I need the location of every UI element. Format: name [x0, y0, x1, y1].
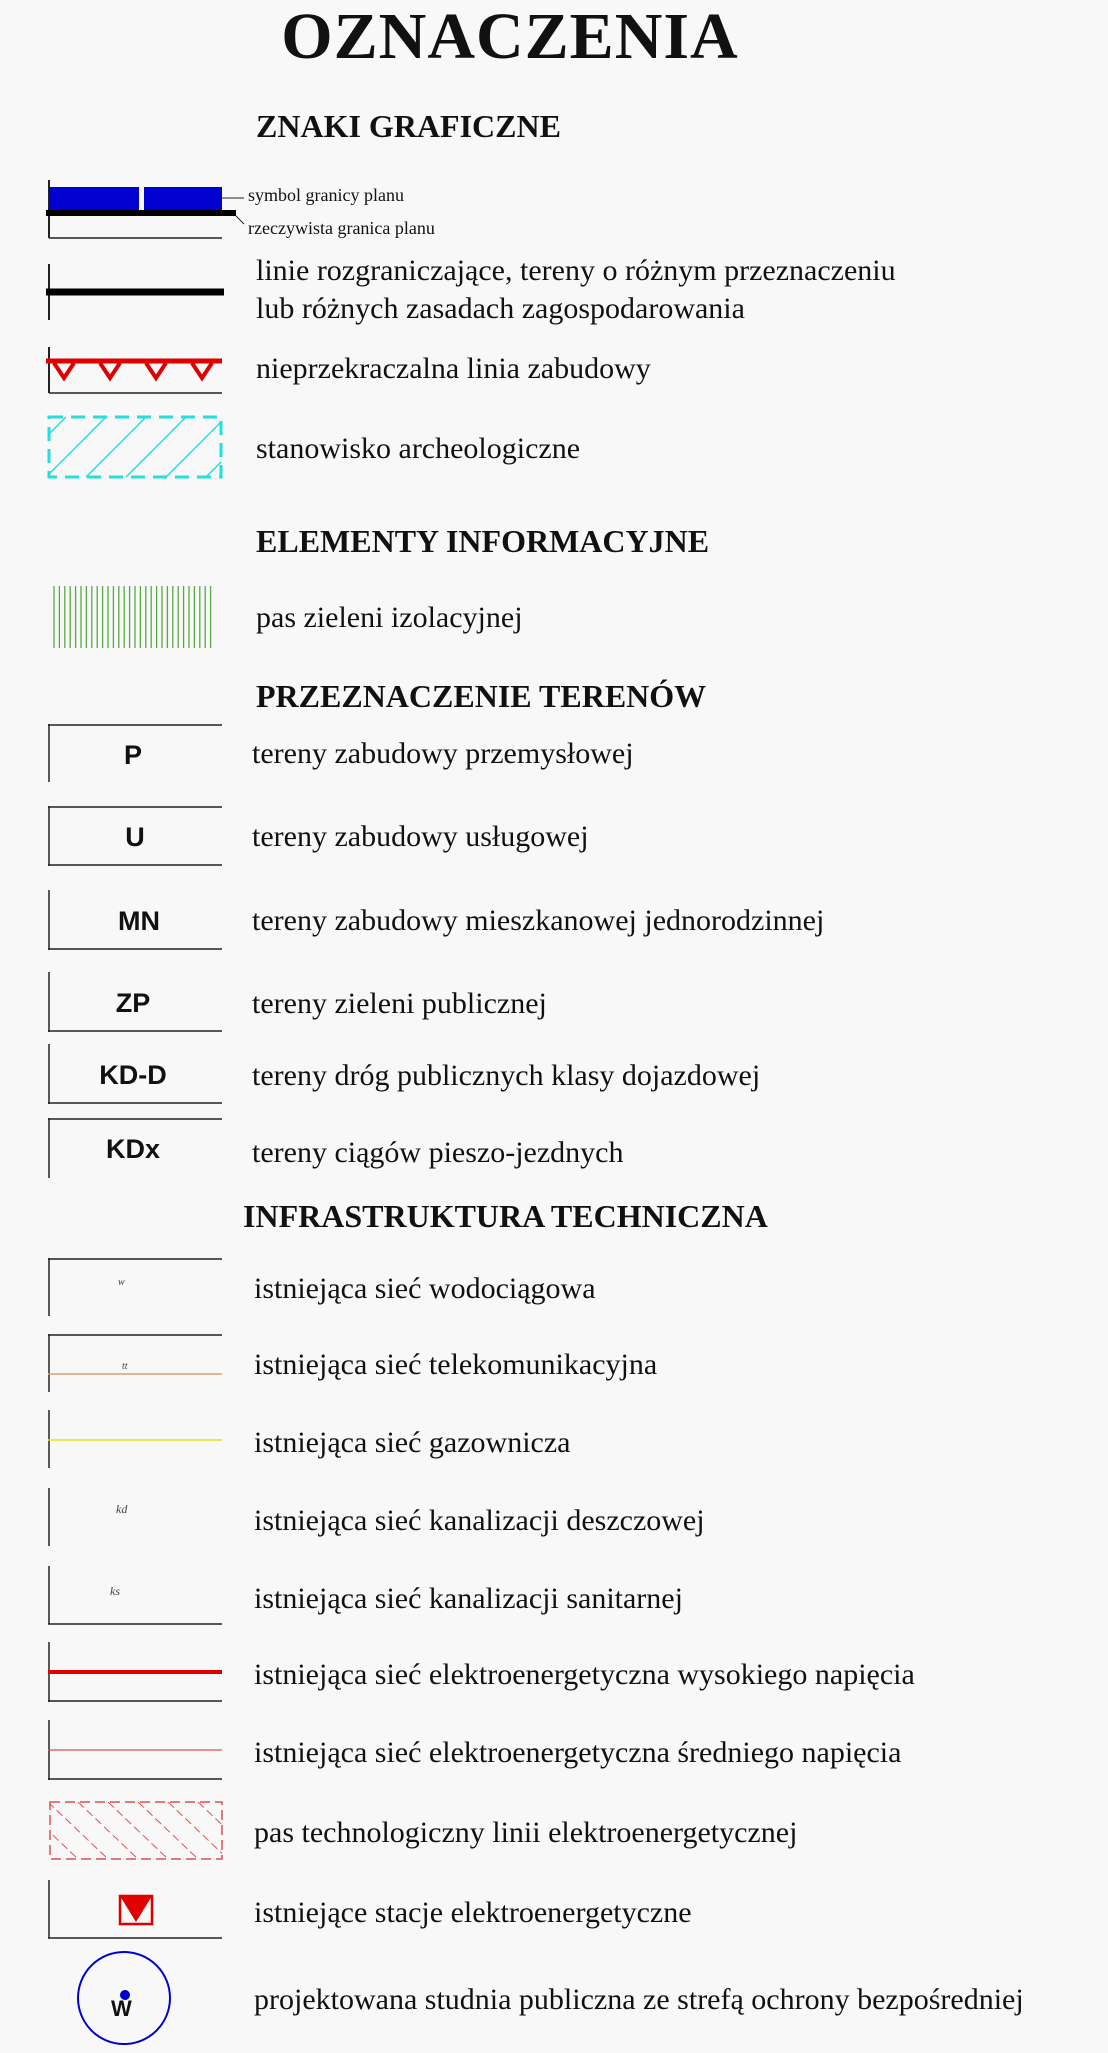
mv-line-symbol: [48, 1720, 224, 1782]
building-line-symbol: [46, 345, 246, 395]
infra-label-telecom: istniejąca sieć telekomunikacyjna: [254, 1348, 658, 1381]
land-use-row-zp: [48, 972, 222, 1032]
dividing-lines-label: linie rozgraniczające, tereny o różnym przeznaczeniu lub różnych zasadach zagospodarowania: [256, 254, 896, 325]
storm-sewer-mark: kd: [116, 1502, 128, 1516]
infra-label-mv-line: istniejąca sieć elektroenergetyczna średniego napięcia: [254, 1736, 902, 1769]
dividing-line-symbol: [46, 262, 246, 326]
gas-network-symbol: [48, 1410, 224, 1470]
technological-strip-symbol: [48, 1800, 226, 1862]
section-technical-infrastructure: INFRASTRUKTURA TECHNICZNA: [243, 1198, 768, 1234]
infra-label-water: istniejąca sieć wodociągowa: [254, 1272, 596, 1305]
land-use-row-u: [48, 806, 222, 866]
archaeological-site-symbol: [46, 414, 226, 480]
sanitary-sewer-symbol: [48, 1566, 224, 1626]
section-informational-elements: ELEMENTY INFORMACYJNE: [256, 523, 710, 559]
infra-label-technological-strip: pas technologiczny linii elektroenergetycznej: [254, 1816, 798, 1849]
plan-boundary-symbol-label: symbol granicy planu: [248, 185, 404, 205]
infra-label-storm-sewer: istniejąca sieć kanalizacji deszczowej: [254, 1504, 705, 1537]
land-use-label: tereny zabudowy mieszkanowej jednorodzinnej: [252, 904, 825, 937]
hv-line-symbol: [48, 1642, 224, 1704]
infra-label-hv-line: istniejąca sieć elektroenergetyczna wysokiego napięcia: [254, 1658, 915, 1691]
legend-title: OZNACZENIA: [281, 0, 739, 73]
land-use-code: U: [125, 822, 145, 852]
infra-label-public-well: projektowana studnia publiczna ze strefą ochrony bezpośredniej: [254, 1983, 1024, 2016]
telecom-network-mark: tt: [122, 1361, 128, 1372]
land-use-row-p: [48, 724, 222, 782]
green-strip-symbol: [52, 586, 222, 648]
water-network-symbol: [48, 1258, 224, 1318]
land-use-label: tereny zabudowy usługowej: [252, 820, 589, 853]
archaeological-site-label: stanowisko archeologiczne: [256, 432, 581, 465]
storm-sewer-symbol: [48, 1488, 224, 1548]
real-plan-boundary-label: rzeczywista granica planu: [248, 218, 435, 238]
plan-boundary-symbol: [46, 178, 246, 242]
land-use-label: tereny zabudowy przemysłowej: [252, 737, 634, 770]
land-use-code: KD-D: [99, 1060, 167, 1090]
land-use-code: ZP: [115, 988, 151, 1018]
sanitary-sewer-mark: ks: [110, 1584, 120, 1598]
infra-label-power-station: istniejące stacje elektroenergetyczne: [254, 1896, 692, 1929]
building-line-label: nieprzekraczalna linia zabudowy: [256, 352, 651, 385]
land-use-code: MN: [118, 906, 160, 936]
green-strip-label: pas zieleni izolacyjnej: [256, 601, 523, 634]
land-use-label: tereny ciągów pieszo-jezdnych: [252, 1136, 624, 1169]
telecom-network-symbol: [48, 1334, 224, 1394]
land-use-code: KDx: [105, 1134, 160, 1164]
land-use-row-kd-d: [48, 1044, 222, 1104]
land-use-code: P: [123, 740, 142, 770]
section-land-use: PRZEZNACZENIE TERENÓW: [256, 678, 707, 714]
public-well-mark: W: [111, 1996, 132, 2021]
land-use-label: tereny zieleni publicznej: [252, 987, 547, 1020]
land-use-row-mn: [48, 890, 222, 950]
section-graphic-signs: ZNAKI GRAFICZNE: [256, 108, 561, 144]
infra-label-sanitary-sewer: istniejąca sieć kanalizacji sanitarnej: [254, 1582, 683, 1615]
infra-label-gas: istniejąca sieć gazownicza: [254, 1426, 571, 1459]
water-network-mark: w: [118, 1277, 125, 1288]
land-use-label: tereny dróg publicznych klasy dojazdowej: [252, 1059, 761, 1092]
power-station-symbol: [48, 1880, 224, 1940]
land-use-row-kdx: [48, 1118, 222, 1178]
